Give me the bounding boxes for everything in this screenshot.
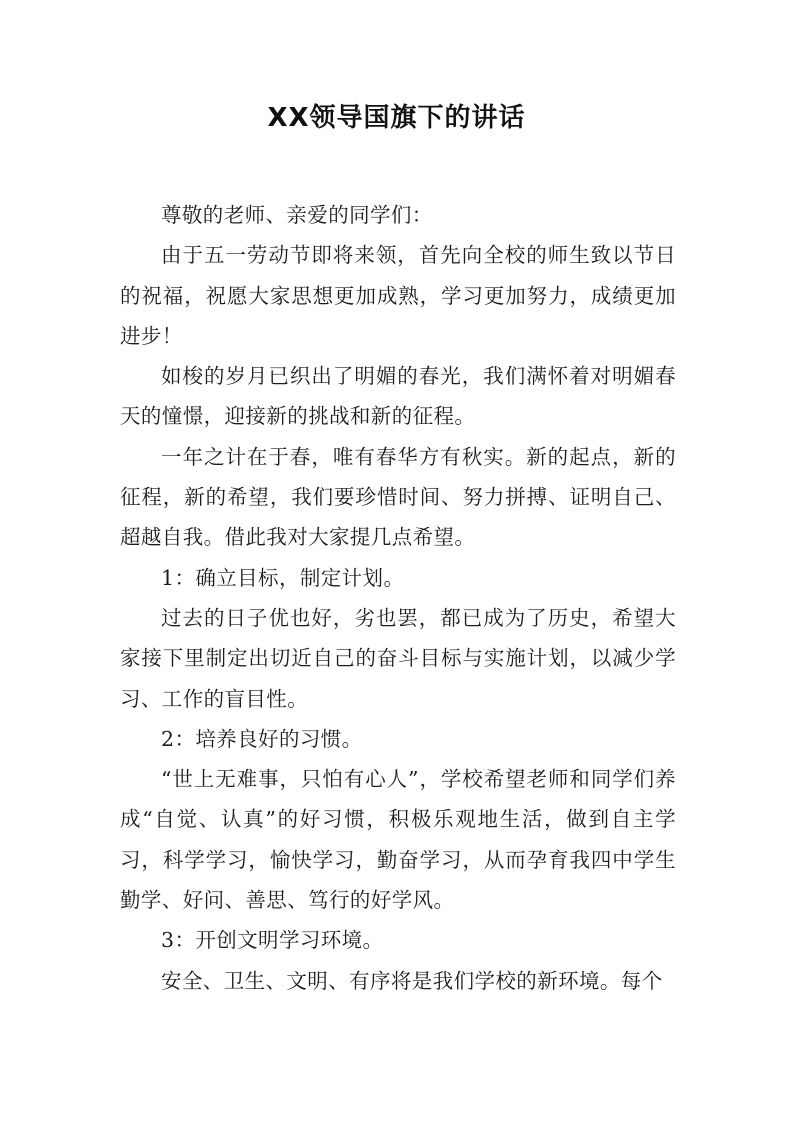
section-heading: 3：开创文明学习环境。 [161,928,384,953]
document-body [120,195,676,1001]
body-paragraph: 如梭的岁月已织出了明媚的春光，我们满怀着对明媚春天的憧憬，迎接新的挑战和新的征程。 [120,364,676,429]
body-paragraph: “世上无难事，只怕有心人”，学校希望老师和同学们养成“自觉、认真”的好习惯，积极乐观地生活，做到自主学习，科学学习，愉快学习，勤奋学习，从而孕育我四中学生勤学、好问、善思、笃行的好学风。 [120,767,676,913]
body-paragraph: 由于五一劳动节即将来领，首先向全校的师生致以节日的祝福，祝愿大家思想更加成熟，学习更加努力，成绩更加进步！ [120,243,676,348]
section-heading: 2：培养良好的习惯。 [161,726,363,751]
section-heading: 1：确立目标，制定计划。 [161,565,405,590]
document-title: XX领导国旗下的讲话 [267,103,526,133]
body-paragraph: 安全、卫生、文明、有序将是我们学校的新环境。每个 [161,968,663,993]
salutation-paragraph: 尊敬的老师、亲爱的同学们： [161,203,433,227]
body-paragraph: 过去的日子优也好，劣也罢，都已成为了历史，希望大家接下里制定出切近自己的奋斗目标与实施计划，以减少学习、工作的盲目性。 [120,605,676,711]
body-paragraph: 一年之计在于春，唯有春华方有秋实。新的起点，新的征程，新的希望，我们要珍惜时间、努力拼搏、证明自己、超越自我。借此我对大家提几点希望。 [120,444,676,550]
